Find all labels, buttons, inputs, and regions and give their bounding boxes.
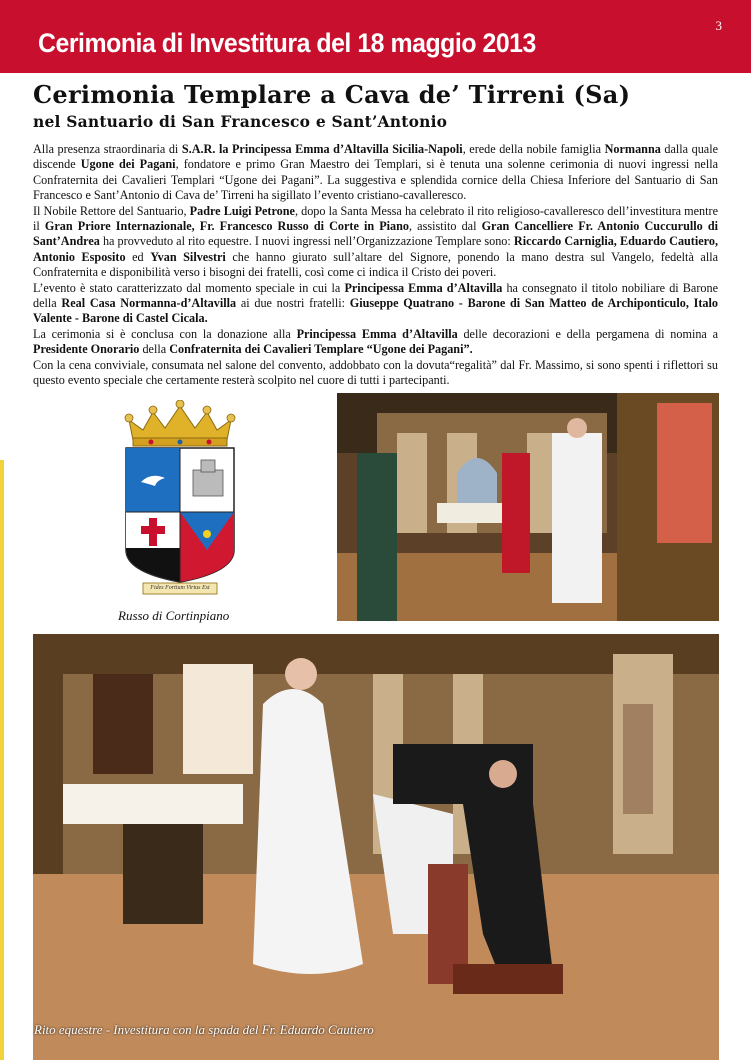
paragraph-1 — [33, 142, 718, 204]
text-run: Alla presenza straordinaria di — [33, 142, 182, 156]
text-run: Principessa Emma d’Altavilla — [296, 326, 458, 341]
text-run: ed — [125, 249, 151, 264]
paragraph-4 — [33, 327, 718, 358]
text-run: La cerimonia si è conclusa con la donazione alla — [33, 326, 297, 341]
text-run: che hanno giurato sull’altare del Signore, ponendo la mano destra sul Vangelo, fedeltà alla Confraternita e disponibilità verso i bisogni dei fratelli, così come ci indica il Cristo dei poveri. — [33, 249, 718, 280]
shield-icon — [126, 448, 234, 582]
coat-of-arms — [121, 400, 239, 596]
text-run: ha consegnato il titolo nobiliare di Barone della — [33, 280, 718, 311]
text-run: Presidente Onorario — [33, 342, 140, 357]
text-run: Ugone dei Pagani — [80, 157, 176, 172]
page-header — [0, 0, 751, 73]
paragraph-5 — [33, 358, 718, 389]
text-run: Padre Luigi Petrone — [189, 203, 295, 218]
text-run: Riccardo Carniglia, Eduardo Cautiero, Antonio Esposito — [33, 234, 718, 264]
text-run: S.A.R. la Principessa Emma d’Altavilla Sicilia-Napoli — [181, 142, 463, 156]
coat-caption: Russo di Cortinpiano — [118, 608, 230, 623]
header-title: Cerimonia di Investitura del 18 maggio 2013 — [38, 28, 536, 58]
article-body — [33, 142, 718, 389]
paragraph-3 — [33, 281, 718, 327]
page-number: 3 — [715, 18, 722, 33]
text-run: , erede della nobile famiglia — [462, 142, 605, 156]
article-title: Cerimonia Templare a Cava de’ Tirreni (Sa) — [33, 80, 631, 109]
left-margin-strip — [0, 460, 4, 1060]
article-subtitle: nel Santuario di San Francesco e Sant’Antonio — [33, 112, 448, 131]
photo-caption: Rito equestre - Investitura con la spada del Fr. Eduardo Cautiero — [34, 1022, 374, 1037]
text-run: L’evento è stato caratterizzato dal momento speciale in cui la — [33, 280, 345, 295]
text-run: dalla quale discende — [33, 142, 719, 172]
text-run: Con la cena conviviale, consumata nel salone del convento, addobbato con la dovuta“regalità” dal Fr. Massimo, si sono spenti i riflettori su questo evento speciale che certamente resterà scolpito nel cuore di tutti i partecipanti. — [33, 357, 718, 388]
text-run: Il Nobile Rettore del Santuario, — [33, 203, 190, 218]
text-run: , fondatore e primo Gran Maestro dei Templari, si è tenuta una solenne cerimonia di nuovi ingressi nella Confraternita dei Cavalieri Templari “Ugone dei Pagani”. La suggestiva e splendida cornice della Chiesa Inferiore del Santuario di San Francesco e Sant’Antonio di Cava de’ Tirreni ha sigillato l’evento cristiano-cavalleresco. — [33, 157, 719, 203]
text-run: Gran Priore Internazionale, Fr. Francesco Russo di Corte in Piano — [44, 219, 410, 234]
text-run: Gran Cancelliere Fr. Antonio Cuccurullo di Sant’Andrea — [33, 219, 718, 249]
text-run: Confraternita dei Cavalieri Templare “Ugone dei Pagani”. — [169, 342, 473, 357]
photo-investiture — [33, 634, 719, 1060]
text-run: delle decorazioni e della pergamena di nomina a — [457, 326, 718, 341]
text-run: Normanna — [604, 142, 661, 156]
text-run: Yvan Silvestri — [150, 249, 226, 264]
photo-ceremony-altar — [337, 393, 719, 621]
text-run: , dopo la Santa Messa ha celebrato il rito religioso-cavalleresco dell’investitura mentre il — [33, 203, 718, 234]
text-run: della — [139, 342, 170, 357]
text-run: ai due nostri fratelli: — [236, 296, 350, 311]
text-run: ha provveduto al rito equestre. I nuovi ingressi nell’Organizzazione Templare sono: — [99, 234, 514, 249]
text-run: , assistito dal — [409, 219, 482, 234]
text-run: Principessa Emma d’Altavilla — [344, 280, 503, 295]
text-run: Real Casa Normanna-d’Altavilla — [61, 296, 237, 311]
crown-icon — [125, 400, 235, 446]
coat-motto: Fides Fortium Virtus Est — [150, 585, 210, 591]
text-run: Giuseppe Quatrano - Barone di San Matteo de Archiponticulo, Italo Valente - Barone di Castel Cicala. — [33, 296, 718, 326]
paragraph-2 — [33, 204, 718, 281]
